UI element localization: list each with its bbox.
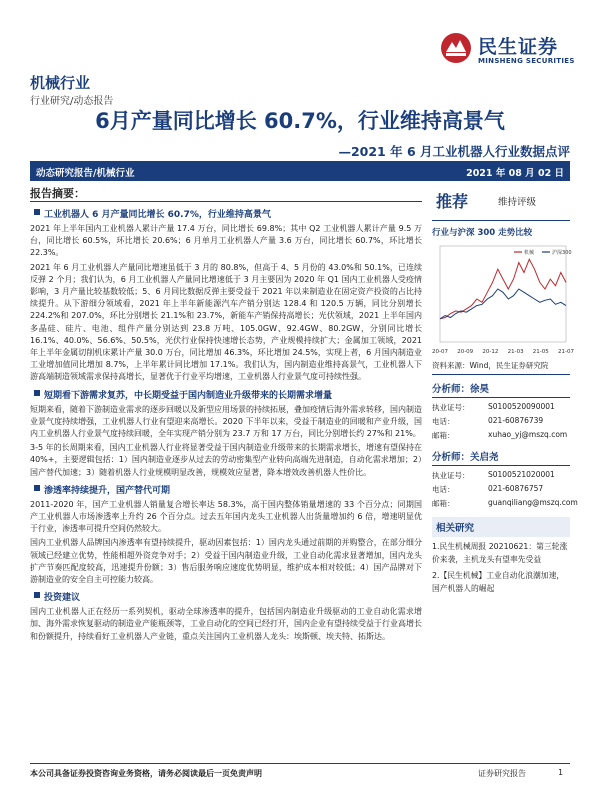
company-logo: [440, 30, 590, 74]
paragraph: 2021 年上半年国内工业机器人累计产量 17.4 万台，同比增长 69.8%；其中 Q2 工业机器人累计产量 9.5 万台，同比增长 60.5%，环比增长 20.6%；6 月单月工业机器人产量 3.6 万台，同比增长 60.7%，环比增长 22.3%。: [30, 224, 422, 258]
chart-title: 行业与沪深 300 走势比较: [432, 228, 533, 238]
section-heading: 渗透率持续提升，国产替代可期: [30, 483, 422, 496]
rating-value: 推荐: [436, 192, 469, 211]
rating-label: 维持评级: [498, 197, 537, 208]
paragraph: 短期来看，随着下游制造业需求的逐步回暖以及新型应用场景的持续拓展，叠加疫情后海外需求转移，国内制造业景气度持续增强，工业机器人行业有望迎来高增长。2020 下半年以来，受益于制造业的回暖和产业升级，国内工业机器人行业景气度持续回暖，全年实现产销分别为 23.7 万和 17 万台，同比分别增长约 27%和 21%。: [30, 404, 422, 439]
legend-label: 沪深300: [552, 250, 572, 256]
analyst-cert: 执业证号： S0100520090001: [432, 402, 555, 412]
report-info-bar: [30, 161, 570, 181]
chart-plot-area: [440, 246, 566, 342]
footer-label: 证券研究报告: [478, 769, 526, 778]
bullet-square-icon: [34, 485, 40, 491]
paragraph: 国内工业机器人正在经历一系列契机，驱动全球渗透率的提升，包括国内制造业升级驱动的工业自动化需求增加、海外需求恢复驱动的制造业产能瓶颈等，工业自动化的空间已经打开，国内企业有望持续受益于行业高增长和份额提升，持续看好工业机器人产业链，重点关注国内工业机器人龙头：埃斯顿、埃夫特、拓斯达。: [30, 607, 422, 641]
related-item[interactable]: 2.【民生机械】工业自动化浪潮加速，国产机器人的崛起: [432, 571, 565, 593]
logo-text-en: MINSHENG SECURITIES: [478, 57, 575, 65]
bullet-square-icon: [34, 209, 40, 215]
paragraph: 国内工业机器人品牌国内渗透率有望持续提升，驱动因素包括：1）国内龙头通过前期的并购整合，在部分细分领域已经建立优势，性能相超外资竞争对手；2）受益于国内制造业升级，工业自动化需求显著增加，国内龙头扩产节奏匹配度较高，迅速提升份额；3）售后服务响应速度优势明显，维护成本相对较低；4）国产品牌对下游制造业的安全自主可控能力较高。: [30, 538, 422, 585]
section-heading: 工业机器人 6 月产量同比增长 60.7%，行业维持高景气: [30, 207, 422, 220]
section-heading: 投资建议: [30, 590, 422, 603]
report-subtitle: —2021 年 6 月工业机器人行业数据点评: [338, 144, 570, 159]
bullet-square-icon: [34, 592, 40, 598]
analyst-heading: 分析师：关启尧: [432, 449, 570, 466]
analyst-phone: 电话： 021-60876739: [432, 416, 544, 426]
x-tick-label: 20-07: [432, 349, 448, 355]
related-research-title: 相关研究: [432, 517, 570, 537]
x-tick-label: 20-12: [482, 349, 499, 355]
x-tick-label: 21-03: [507, 349, 524, 355]
page-number: 1: [558, 768, 564, 777]
analyst-cert: 执业证号： S0100521020001: [432, 470, 555, 480]
chart-source: 资料来源：Wind，民生证券研究院: [432, 360, 570, 375]
x-tick-label: 21-07: [558, 349, 574, 355]
section-heading: 短期看下游需求复苏，中长期受益于国内制造业升级带来的长期需求增量: [30, 388, 422, 401]
analyst-phone: 电话： 021-60876757: [432, 484, 544, 494]
analyst-heading: 分析师：徐昊: [432, 381, 570, 398]
x-tick-label: 20-09: [457, 349, 474, 355]
bullet-square-icon: [34, 390, 40, 396]
top-margin: [0, 0, 600, 20]
paragraph: 3-5 年的长周期来看，国内工业机器人行业将显著受益于国内制造业升级带来的长期需求增长，增速有望保持在 40%+，主要逻辑包括：1）国内制造业逐步从过去的劳动密集型产业转向高端先进制造，自动化需求增加；2）国产替代加速；3）随着机器人行业规模明显改善，规模效应显著，降本增效改善机器人性价比。: [30, 443, 422, 477]
analyst-email[interactable]: 邮箱： guanqiliang@mszq.com: [432, 498, 578, 508]
legend-label: 机械: [524, 250, 535, 256]
report-type: 行业研究/动态报告: [30, 96, 114, 107]
rating-box: [432, 185, 570, 221]
industry-label: 机械行业: [30, 74, 91, 92]
trend-chart-svg: [432, 240, 574, 358]
divider: [30, 201, 422, 202]
x-tick-label: 21-05: [532, 349, 549, 355]
related-item[interactable]: 1.民生机械周报 20210621：第三轮涨价来袭，主机龙头有望率先受益: [432, 542, 568, 564]
paragraph: 2021 年 6 月工业机器人产量同比增速虽低于 3 月的 80.8%，但高于 4、5 月份的 43.0%和 50.1%，已连续反弹 2 个月；我们认为，6 月工业机器人产量同比增速低于 3 月主要因为 2020 年 Q1 国内工业机器人受疫情影响，3 月产量比较基数较低；5、6 月同比数据反弹主要受益于 2021 年以来制造业在固定资产投资的占比持续提升。从下游细分领域看，2021 年上半年新能源汽车产销分别达 128.4 和 120.5 万辆，同比分别增长 224.2%和 207.0%，环比分别增长 21.1%和 23.7%，新能车产销保持高增长；光伏领域，2021 上半年国内多晶硅、硅片、电池、组件产量分别达到 23.8 万吨、105.0GW、92.4GW、80.2GW，分别同比增长 16.1%、40.0%、56.6%、50.5%，光伏行业保持快速增长态势，产业规模持续扩大；金属加工领域，2021 年上半年金属切削机床累计产量 30.0 万台，同比增加 46.3%，环比增加 24.5%，实现上者，6 月国内制造业工业增加值同比增加 8.7%，上半年累计同比增加 17.1%。我们认为，国内制造业维持高景气，工业机器人下游高端制造领域需求保持高增长，显著优于行业平均增速，工业机器人行业景气度可持续性强。: [30, 262, 422, 382]
footer-disclaimer: 本公司具备证券投资咨询业务资格，请务必阅读最后一页免责声明: [30, 769, 262, 778]
series-line-csi300: [440, 289, 566, 319]
minsheng-logo-icon: [440, 32, 472, 64]
sidebar-column: [432, 185, 578, 595]
footer-divider: [30, 763, 570, 764]
report-category: 动态研究报告/机械行业: [36, 168, 135, 179]
series-line-industry: [440, 259, 566, 319]
report-date: 2021 年 08 月 02 日: [466, 168, 564, 179]
abstract-column: [30, 185, 422, 645]
trend-chart: [432, 240, 574, 358]
paragraph: 2011-2020 年，国产工业机器人销量复合增长率达 58.3%，高于国内整体销量增速的 33 个百分点；同期国产工业机器人市场渗透率上升约 26 个百分点。过去五年国内龙头工业机器人出货量增加约 6 倍，增速明显优于行业，渗透率可提升空间仍然较大。: [30, 499, 422, 534]
report-title: 6月产量同比增长 60.7%，行业维持高景气: [95, 109, 505, 133]
analyst-block-1: [432, 381, 570, 443]
analyst-block-2: [432, 449, 578, 511]
abstract-title: 报告摘要：: [30, 187, 85, 200]
logo-text-cn: 民生证券: [478, 36, 559, 58]
analyst-email[interactable]: 邮箱： xuhao_yj@mszq.com: [432, 430, 568, 440]
